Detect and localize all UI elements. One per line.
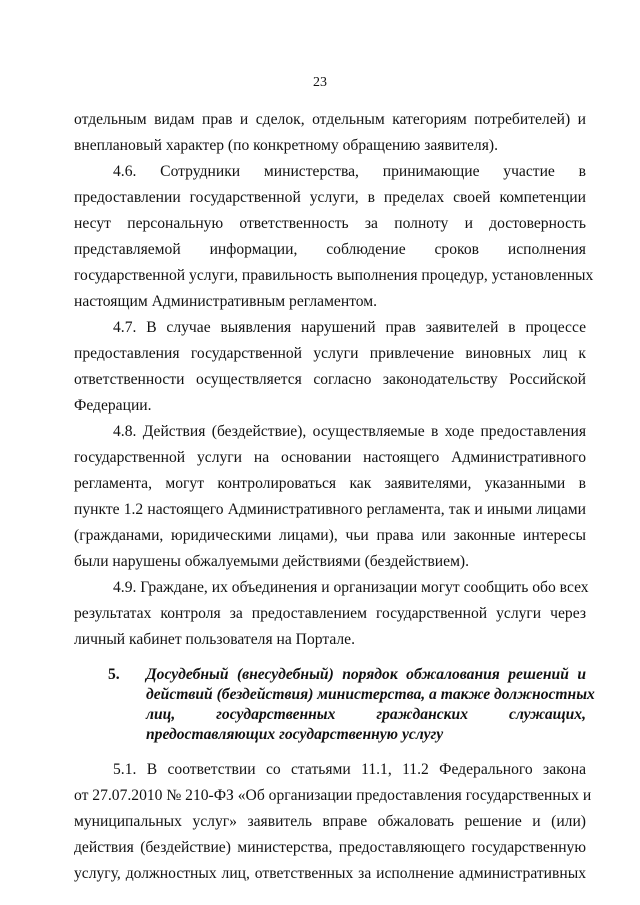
text-line: внеплановый характер (по конкретному обращению заявителя). <box>74 137 498 154</box>
text-line: муниципальных услуг» заявитель вправе обжаловать решение и (или) <box>74 813 586 830</box>
text-line: ответственности осуществляется согласно законодательству Российской <box>74 371 586 388</box>
text-line: от 27.07.2010 № 210-ФЗ «Об организации предоставления государственных и <box>74 787 592 804</box>
heading-line: действий (бездействия) министерства, а также должностных <box>146 686 595 703</box>
text-line: настоящим Административным регламентом. <box>74 293 378 310</box>
heading-line: предоставляющих государственную услугу <box>146 726 444 743</box>
text-line: предоставлении государственной услуги, в пределах своей компетенции <box>74 189 586 206</box>
text-line: 4.7. В случае выявления нарушений прав заявителей в процессе <box>113 319 586 336</box>
text-line: 4.6. Сотрудники министерства, принимающие участие в <box>113 163 586 180</box>
text-line: пункте 1.2 настоящего Административного регламента, так и иными лицами <box>74 501 586 518</box>
text-line: 5.1. В соответствии со статьями 11.1, 11.2 Федерального закона <box>113 761 586 778</box>
text-line: государственной услуги на основании настоящего Административного <box>74 449 586 466</box>
text-line: представляемой информации, соблюдение сроков исполнения <box>74 241 586 258</box>
text-line: результатах контроля за предоставлением государственной услуги через <box>74 605 586 622</box>
text-line: 4.9. Граждане, их объединения и организации могут сообщить обо всех <box>113 579 589 596</box>
text-line: отдельным видам прав и сделок, отдельным категориям потребителей) и <box>74 111 586 128</box>
text-line: действия (бездействие) министерства, предоставляющего государственную <box>74 839 586 856</box>
text-line: были нарушены обжалуемыми действиями (бездействием). <box>74 553 470 570</box>
heading-line: Досудебный (внесудебный) порядок обжалования решений и <box>146 666 586 683</box>
text-line: (гражданами, юридическими лицами), чьи права или законные интересы <box>74 527 586 544</box>
heading-line: лиц, государственных гражданских служащих, <box>146 706 586 723</box>
text-line: регламента, могут контролироваться как заявителями, указанными в <box>74 475 586 492</box>
text-line: предоставления государственной услуги привлечение виновных лиц к <box>74 345 586 362</box>
section-number: 5. <box>108 666 120 683</box>
text-line: личный кабинет пользователя на Портале. <box>74 631 355 648</box>
text-line: 4.8. Действия (бездействие), осуществляемые в ходе предоставления <box>113 423 586 440</box>
text-line: услугу, должностных лиц, ответственных за исполнение административных <box>74 865 586 882</box>
text-line: государственной услуги, правильность выполнения процедур, установленных <box>74 267 594 284</box>
text-line: Федерации. <box>74 397 152 414</box>
text-line: несут персональную ответственность за полноту и достоверность <box>74 215 586 232</box>
page-number: 23 <box>313 75 327 90</box>
